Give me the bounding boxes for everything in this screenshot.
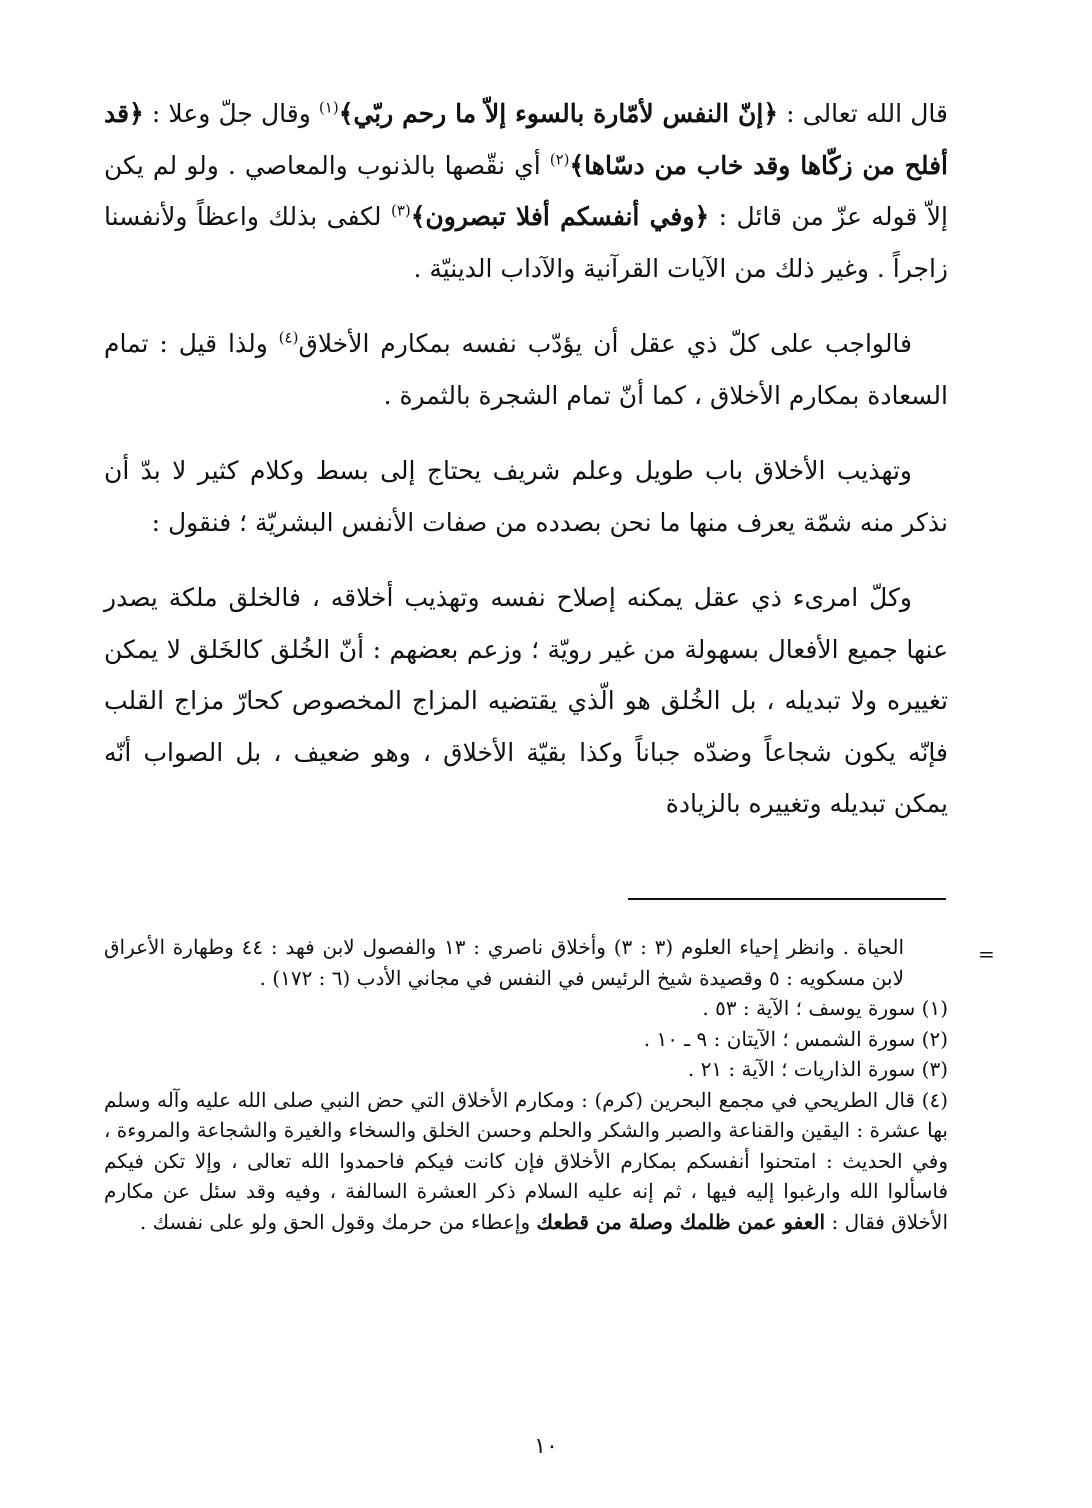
footnote-ref-3: (٣) <box>390 201 411 220</box>
footnote-divider <box>628 898 946 900</box>
footnote-ref-1: (١) <box>318 98 339 117</box>
text-span: ولذا قيل : تمام السعادة بمكارم الأخلاق ، كما أنّ تمام الشجرة بالثمرة . <box>104 329 948 410</box>
footnotes <box>104 932 948 1237</box>
text-span: وقال جلّ وعلا : <box>143 99 319 128</box>
footnote-1: (١) سورة يوسف ؛ الآية : ٥٣ . <box>702 996 948 1020</box>
page-number: ١٠ <box>534 1434 558 1459</box>
footnote-continued: الحياة . وانظر إحياء العلوم (٣ : ٣) وأخلاق ناصري : ١٣ والفصول لابن فهد : ٤٤ وطهارة الأعراق لابن مسكويه : ٥ وقصيدة شيخ الرئيس في النفس في مجاني الأدب (٦ : ١٧٢) . <box>104 935 904 990</box>
paragraph-2 <box>104 318 948 421</box>
footnote-4 <box>104 1085 948 1238</box>
footnote-ref-2: (٢) <box>549 150 570 169</box>
footnote-2: (٢) سورة الشمس ؛ الآيتان : ٩ ـ ١٠ . <box>643 1026 948 1051</box>
paragraph-4: وكلّ امرىء ذي عقل يمكنه إصلاح نفسه وتهذيب أخلاقه ، فالخلق ملكة يصدر عنها جميع الأفعال بسهولة من غير رويّة ؛ وزعم بعضهم : أنّ الخُلق كالخَلق لا يمكن تغييره ولا تبديله ، بل الخُلق هو الّذي يقتضيه المزاج المخصوص كحارّ مزاج القلب فإنّه يكون شجاعاً وضدّه جباناً وكذا بقيّة الأخلاق ، وهو ضعيف ، بل الصواب أنّه يمكن تبديله وتغييره بالزيادة <box>104 583 948 818</box>
paragraph-1 <box>104 88 948 294</box>
paragraph-3: وتهذيب الأخلاق باب طويل وعلم شريف يحتاج إلى بسط وكلام كثير لا بدّ أن نذكر منه شمّة يعرف منها ما نحن بصدده من صفات الأنفس البشريّة ؛ فنقول : <box>104 456 948 537</box>
text-span: فالواجب على كلّ ذي عقل أن يؤدّب نفسه بمكارم الأخلاق <box>298 329 912 358</box>
text-span: لكفى بذلك واعظاً ولأنفسنا زاجراً . وغير ذلك من الآيات القرآنية والآداب الدينيّة . <box>104 202 948 283</box>
main-text <box>104 88 948 854</box>
text-span: أي نقّصها بالذنوب والمعاصي . ولو لم يكن إلاّ قوله عزّ من قائل : <box>104 150 948 231</box>
footnote-ref-4: (٤) <box>278 328 299 347</box>
footnote-4-text: (٤) قال الطريحي في مجمع البحرين (كرم) : ومكارم الأخلاق التي حض النبي صلى الله عليه وآله وسلم بها عشرة : اليقين والقناعة والصبر والشكر والحلم وحسن الخلق والسخاء والغيرة والشجاعة والمروءة ، وفي الحديث : امتحنوا أنفسكم بمكارم الأخلاق فإن كانت فيكم فاحمدوا الله تعالى ، وإلا تكن فيكم فاسألوا الله وارغبوا إليه فيها ، ثم إنه عليه السلام ذكر العشرة السالفة ، وفيه وقد سئل عن مكارم الأخلاق فقال : <box>103 1087 948 1234</box>
text-span: قال الله تعالى : <box>777 99 948 128</box>
footnote-4-bold: العفو عمن ظلمك وصلة من قطعك <box>536 1209 826 1234</box>
quran-verse-1: ﴿إنّ النفس لأمّارة بالسوء إلاّ ما رحم ربّي﴾ <box>338 99 778 128</box>
continuation-mark: = <box>978 942 995 966</box>
quran-verse-3: ﴿وفي أنفسكم أفلا تبصرون﴾ <box>410 202 710 231</box>
footnote-4-end: وإعطاء من حرمك وقول الحق ولو على نفسك . <box>139 1209 537 1234</box>
footnote-3: (٣) سورة الذاريات ؛ الآية : ٢١ . <box>687 1057 948 1081</box>
quran-verse-2: ﴿قد أفلح من زكّاها وقد خاب من دسّاها﴾ <box>104 99 949 180</box>
